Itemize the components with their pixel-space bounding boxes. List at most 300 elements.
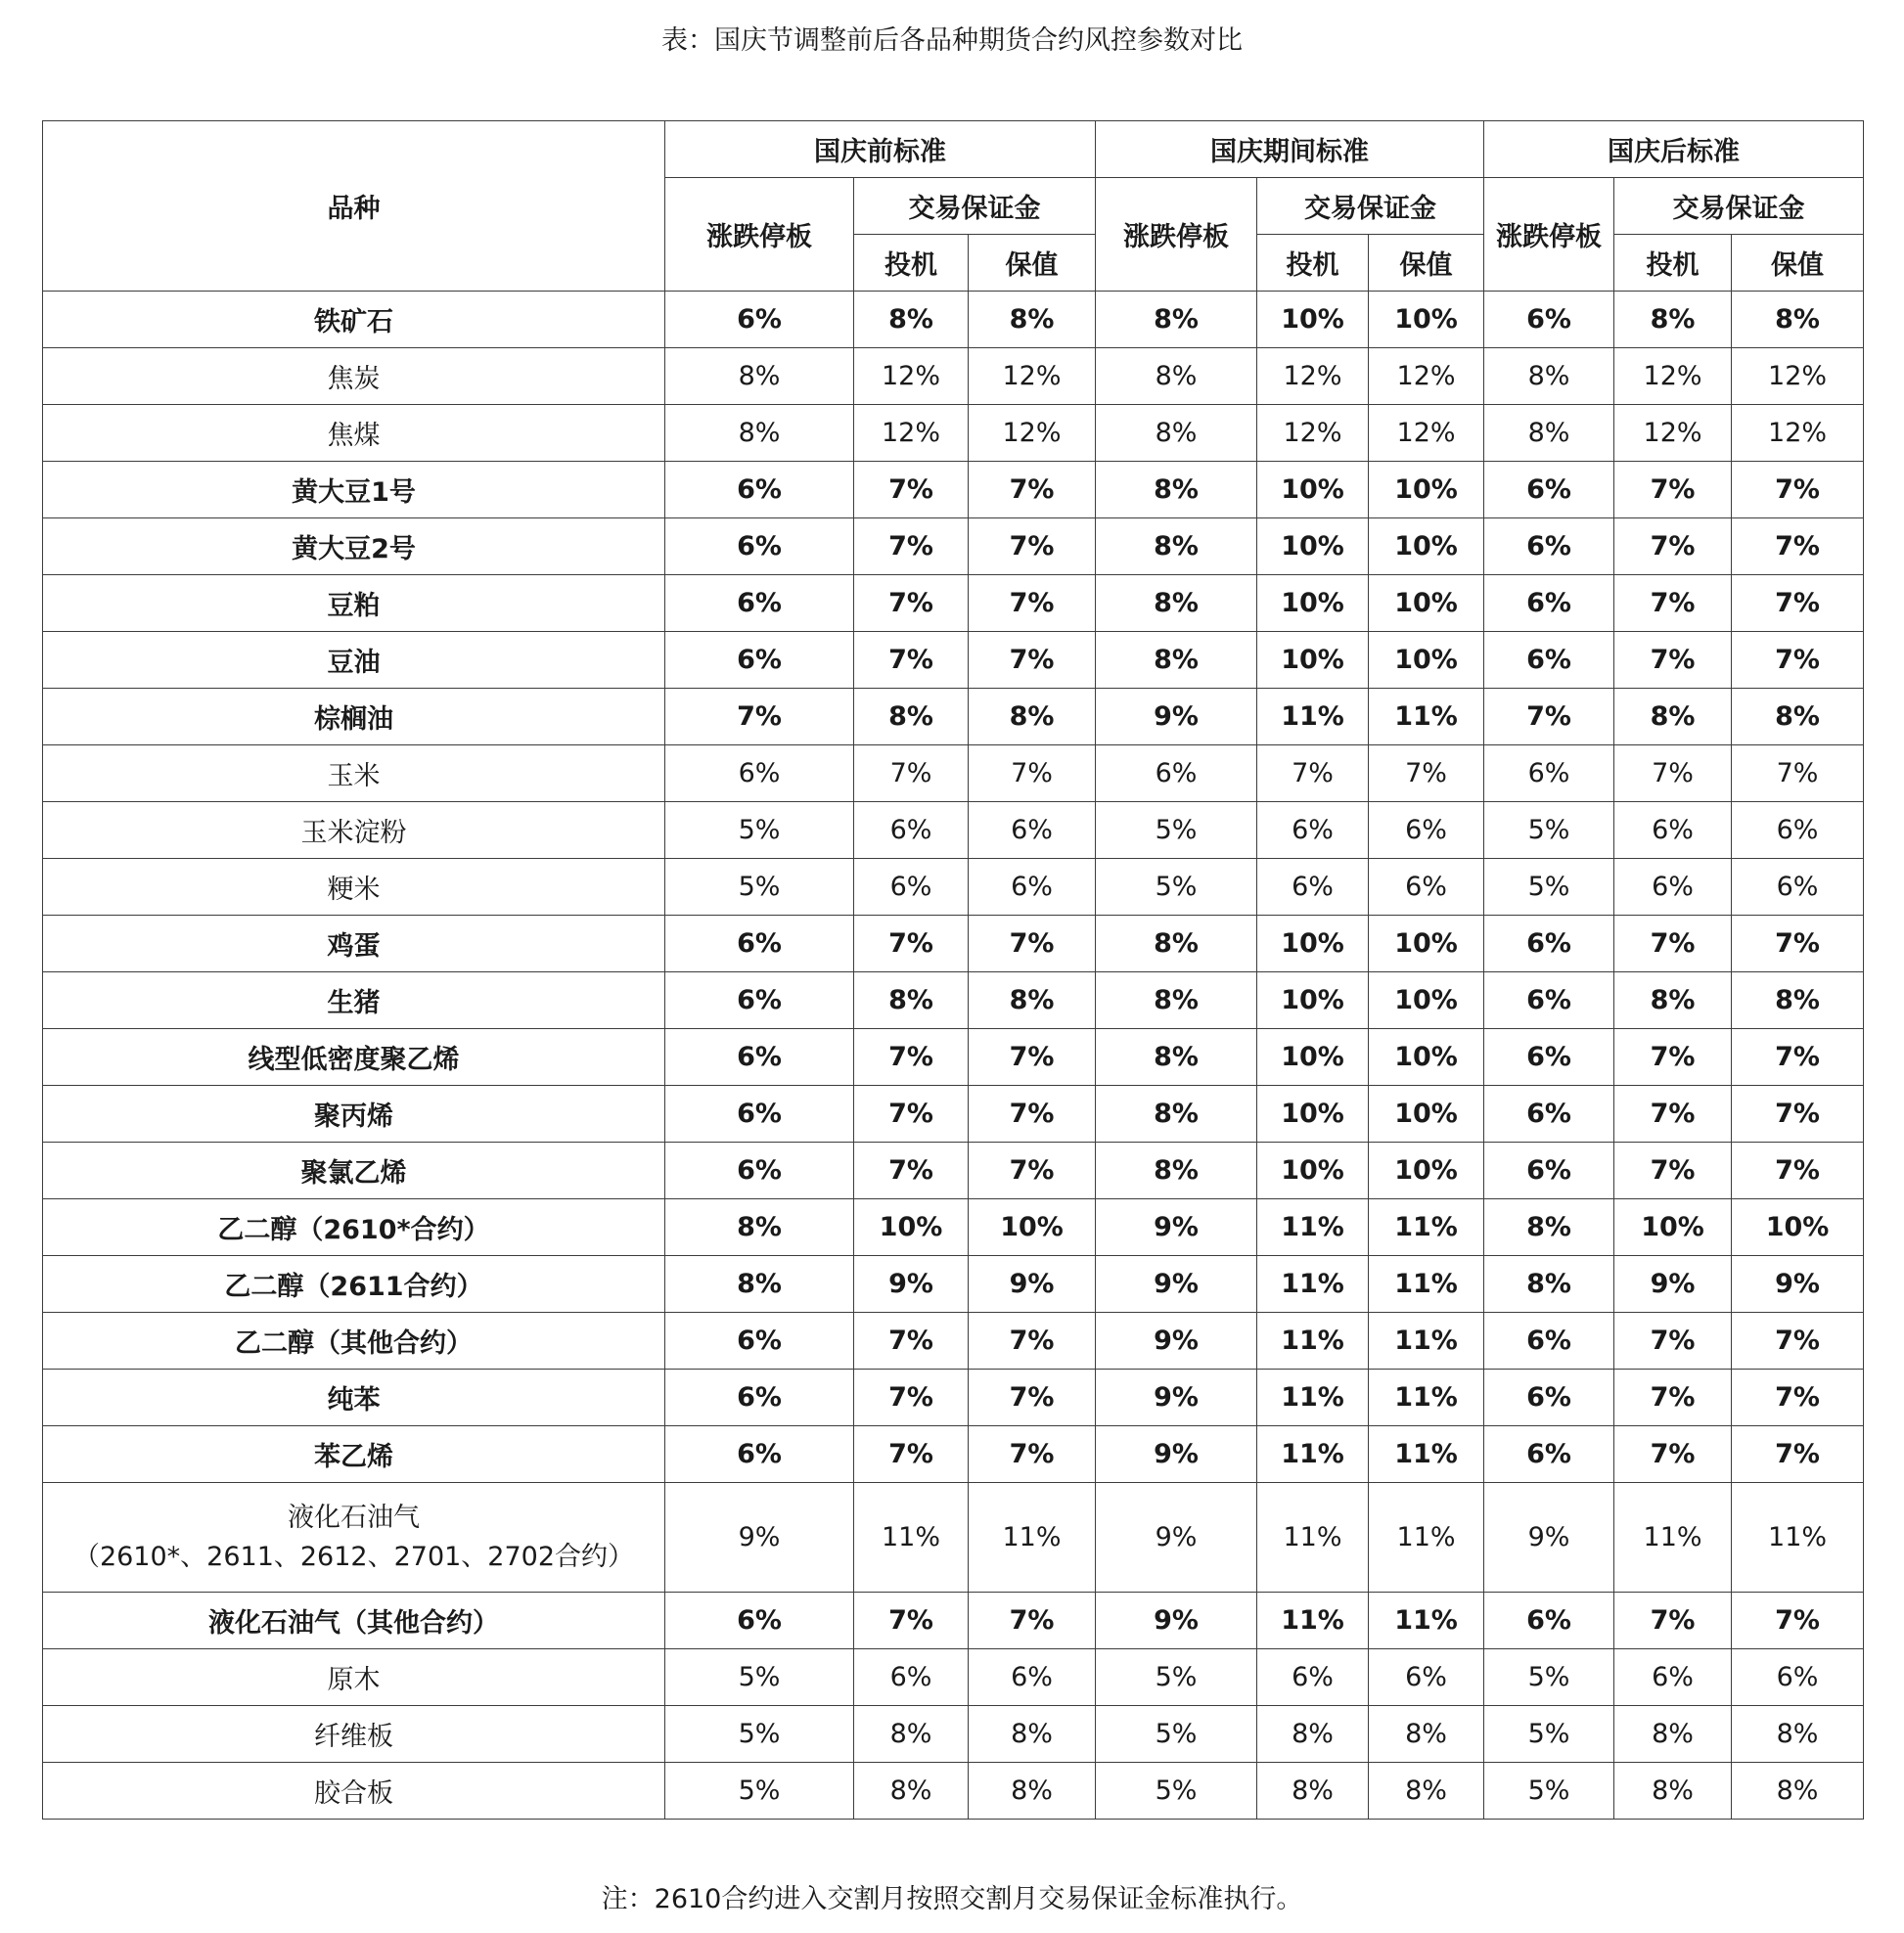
value-cell: 7% bbox=[1257, 745, 1369, 802]
value-cell: 6% bbox=[1257, 859, 1369, 916]
variety-name: 豆油 bbox=[327, 648, 381, 678]
value-cell: 8% bbox=[1484, 348, 1614, 405]
value-cell: 7% bbox=[854, 462, 969, 518]
value-cell: 8% bbox=[1614, 689, 1732, 745]
variety-name: 黄大豆1号 bbox=[292, 477, 416, 508]
value-cell: 7% bbox=[1614, 1313, 1732, 1370]
value-cell: 11% bbox=[1369, 1199, 1484, 1256]
value-cell: 5% bbox=[1096, 802, 1257, 859]
value-cell: 8% bbox=[1614, 1763, 1732, 1820]
value-cell: 8% bbox=[969, 689, 1096, 745]
value-cell: 8% bbox=[1732, 1763, 1864, 1820]
value-cell: 6% bbox=[969, 1649, 1096, 1706]
value-cell: 6% bbox=[665, 1029, 854, 1086]
value-cell: 7% bbox=[1732, 745, 1864, 802]
variety-name: 液化石油气（其他合约） bbox=[208, 1608, 499, 1639]
value-cell: 10% bbox=[1257, 972, 1369, 1029]
value-cell: 7% bbox=[854, 575, 969, 632]
value-cell: 9% bbox=[1096, 1426, 1257, 1483]
variety-name: 乙二醇（2610*合约） bbox=[217, 1215, 490, 1245]
value-cell: 12% bbox=[1614, 405, 1732, 462]
value-cell: 7% bbox=[1614, 462, 1732, 518]
variety-name: 豆粕 bbox=[327, 591, 381, 621]
value-cell: 7% bbox=[1614, 916, 1732, 972]
value-cell: 6% bbox=[665, 1143, 854, 1199]
value-cell: 10% bbox=[1257, 1086, 1369, 1143]
value-cell: 7% bbox=[1484, 689, 1614, 745]
value-cell: 6% bbox=[665, 1313, 854, 1370]
value-cell: 10% bbox=[1257, 292, 1369, 348]
variety-cell bbox=[43, 1763, 665, 1820]
table-row bbox=[43, 1199, 1864, 1256]
variety-cell bbox=[43, 518, 665, 575]
value-cell: 6% bbox=[854, 802, 969, 859]
header-hedge-during: 保值 bbox=[1369, 235, 1484, 292]
variety-name: 原木 bbox=[327, 1665, 381, 1695]
value-cell: 7% bbox=[1732, 916, 1864, 972]
value-cell: 12% bbox=[969, 348, 1096, 405]
table-row bbox=[43, 1593, 1864, 1649]
value-cell: 6% bbox=[665, 1593, 854, 1649]
table-row bbox=[43, 575, 1864, 632]
value-cell: 7% bbox=[854, 1426, 969, 1483]
value-cell: 6% bbox=[854, 1649, 969, 1706]
value-cell: 7% bbox=[1732, 462, 1864, 518]
value-cell: 7% bbox=[1732, 1593, 1864, 1649]
value-cell: 10% bbox=[1369, 632, 1484, 689]
value-cell: 11% bbox=[1257, 1256, 1369, 1313]
value-cell: 12% bbox=[1257, 405, 1369, 462]
value-cell: 6% bbox=[1732, 802, 1864, 859]
value-cell: 8% bbox=[1096, 292, 1257, 348]
risk-parameter-table bbox=[42, 120, 1864, 1820]
value-cell: 11% bbox=[1614, 1483, 1732, 1593]
value-cell: 11% bbox=[1369, 689, 1484, 745]
table-note: 注：2610合约进入交割月按照交割月交易保证金标准执行。 bbox=[601, 1884, 1303, 1914]
value-cell: 6% bbox=[1484, 916, 1614, 972]
value-cell: 8% bbox=[1732, 292, 1864, 348]
table-row bbox=[43, 1706, 1864, 1763]
table-row bbox=[43, 802, 1864, 859]
variety-name: 乙二醇（其他合约） bbox=[235, 1328, 473, 1359]
value-cell: 5% bbox=[1096, 1649, 1257, 1706]
value-cell: 8% bbox=[1096, 575, 1257, 632]
value-cell: 6% bbox=[1257, 1649, 1369, 1706]
variety-cell bbox=[43, 972, 665, 1029]
variety-cell bbox=[43, 575, 665, 632]
value-cell: 7% bbox=[854, 1370, 969, 1426]
value-cell: 10% bbox=[1257, 518, 1369, 575]
value-cell: 6% bbox=[665, 916, 854, 972]
value-cell: 8% bbox=[1096, 1143, 1257, 1199]
variety-name: 纯苯 bbox=[327, 1385, 381, 1416]
value-cell: 6% bbox=[665, 972, 854, 1029]
value-cell: 5% bbox=[1484, 859, 1614, 916]
value-cell: 6% bbox=[1484, 972, 1614, 1029]
variety-cell bbox=[43, 1706, 665, 1763]
table-row bbox=[43, 1370, 1864, 1426]
value-cell: 10% bbox=[1369, 518, 1484, 575]
value-cell: 8% bbox=[1096, 348, 1257, 405]
variety-name: 焦煤 bbox=[327, 421, 381, 451]
variety-name: 黄大豆2号 bbox=[292, 534, 416, 564]
value-cell: 7% bbox=[1614, 1086, 1732, 1143]
value-cell: 6% bbox=[1484, 1313, 1614, 1370]
value-cell: 6% bbox=[1484, 1370, 1614, 1426]
header-limit-before: 涨跌停板 bbox=[665, 178, 854, 292]
variety-cell bbox=[43, 1593, 665, 1649]
value-cell: 6% bbox=[665, 575, 854, 632]
value-cell: 6% bbox=[665, 518, 854, 575]
value-cell: 7% bbox=[969, 575, 1096, 632]
variety-cell bbox=[43, 1029, 665, 1086]
value-cell: 7% bbox=[1732, 1370, 1864, 1426]
value-cell: 6% bbox=[1369, 859, 1484, 916]
table-row bbox=[43, 1256, 1864, 1313]
table-row bbox=[43, 972, 1864, 1029]
value-cell: 11% bbox=[969, 1483, 1096, 1593]
variety-name: 乙二醇（2611合约） bbox=[224, 1272, 483, 1302]
value-cell: 9% bbox=[1096, 1593, 1257, 1649]
header-margin-during: 交易保证金 bbox=[1257, 178, 1484, 235]
value-cell: 11% bbox=[1369, 1370, 1484, 1426]
value-cell: 11% bbox=[1732, 1483, 1864, 1593]
value-cell: 12% bbox=[969, 405, 1096, 462]
variety-name: 铁矿石 bbox=[314, 307, 393, 337]
value-cell: 8% bbox=[1096, 632, 1257, 689]
value-cell: 8% bbox=[1614, 972, 1732, 1029]
variety-name: 玉米淀粉 bbox=[300, 818, 407, 848]
value-cell: 7% bbox=[969, 916, 1096, 972]
variety-cell bbox=[43, 1370, 665, 1426]
value-cell: 11% bbox=[1369, 1593, 1484, 1649]
value-cell: 11% bbox=[1257, 1313, 1369, 1370]
value-cell: 8% bbox=[1732, 689, 1864, 745]
value-cell: 10% bbox=[1257, 916, 1369, 972]
value-cell: 7% bbox=[1732, 1143, 1864, 1199]
value-cell: 5% bbox=[1096, 1763, 1257, 1820]
value-cell: 6% bbox=[1732, 1649, 1864, 1706]
header-variety: 品种 bbox=[43, 121, 665, 292]
value-cell: 6% bbox=[969, 802, 1096, 859]
value-cell: 5% bbox=[665, 1649, 854, 1706]
value-cell: 8% bbox=[1257, 1763, 1369, 1820]
variety-cell bbox=[43, 1086, 665, 1143]
value-cell: 8% bbox=[854, 1763, 969, 1820]
value-cell: 6% bbox=[665, 462, 854, 518]
header-hedge-before: 保值 bbox=[969, 235, 1096, 292]
value-cell: 9% bbox=[1096, 1256, 1257, 1313]
value-cell: 8% bbox=[1484, 1256, 1614, 1313]
value-cell: 10% bbox=[1369, 462, 1484, 518]
value-cell: 5% bbox=[665, 1763, 854, 1820]
value-cell: 7% bbox=[1732, 1426, 1864, 1483]
variety-cell bbox=[43, 916, 665, 972]
value-cell: 6% bbox=[1484, 462, 1614, 518]
variety-contracts: （2610*、2611、2612、2701、2702合约） bbox=[72, 1541, 635, 1572]
value-cell: 6% bbox=[1614, 859, 1732, 916]
value-cell: 7% bbox=[1614, 1593, 1732, 1649]
value-cell: 7% bbox=[1614, 575, 1732, 632]
header-group-during: 国庆期间标准 bbox=[1096, 121, 1484, 178]
value-cell: 9% bbox=[1096, 1199, 1257, 1256]
value-cell: 7% bbox=[969, 518, 1096, 575]
value-cell: 7% bbox=[969, 1370, 1096, 1426]
value-cell: 7% bbox=[854, 1143, 969, 1199]
value-cell: 6% bbox=[1614, 1649, 1732, 1706]
variety-cell bbox=[43, 1256, 665, 1313]
value-cell: 7% bbox=[969, 1426, 1096, 1483]
value-cell: 11% bbox=[1257, 1370, 1369, 1426]
value-cell: 8% bbox=[1096, 462, 1257, 518]
value-cell: 6% bbox=[854, 859, 969, 916]
value-cell: 8% bbox=[969, 1763, 1096, 1820]
header-margin-after: 交易保证金 bbox=[1614, 178, 1864, 235]
value-cell: 7% bbox=[1369, 745, 1484, 802]
value-cell: 7% bbox=[854, 1593, 969, 1649]
header-spec-after: 投机 bbox=[1614, 235, 1732, 292]
value-cell: 8% bbox=[854, 292, 969, 348]
value-cell: 9% bbox=[1614, 1256, 1732, 1313]
value-cell: 5% bbox=[665, 802, 854, 859]
value-cell: 11% bbox=[1369, 1313, 1484, 1370]
variety-cell bbox=[43, 1649, 665, 1706]
value-cell: 11% bbox=[1369, 1256, 1484, 1313]
table-header bbox=[43, 121, 1864, 292]
table-row bbox=[43, 859, 1864, 916]
value-cell: 8% bbox=[1096, 1029, 1257, 1086]
variety-cell bbox=[43, 1426, 665, 1483]
value-cell: 12% bbox=[1732, 348, 1864, 405]
value-cell: 8% bbox=[1096, 972, 1257, 1029]
value-cell: 11% bbox=[1369, 1483, 1484, 1593]
value-cell: 6% bbox=[1484, 1029, 1614, 1086]
value-cell: 6% bbox=[1096, 745, 1257, 802]
value-cell: 6% bbox=[969, 859, 1096, 916]
value-cell: 7% bbox=[1614, 632, 1732, 689]
table-row bbox=[43, 462, 1864, 518]
value-cell: 6% bbox=[1484, 1086, 1614, 1143]
value-cell: 7% bbox=[854, 1313, 969, 1370]
header-group-after: 国庆后标准 bbox=[1484, 121, 1864, 178]
table-row bbox=[43, 632, 1864, 689]
value-cell: 6% bbox=[665, 632, 854, 689]
value-cell: 8% bbox=[665, 1256, 854, 1313]
value-cell: 7% bbox=[1732, 632, 1864, 689]
value-cell: 10% bbox=[1732, 1199, 1864, 1256]
value-cell: 11% bbox=[1257, 1593, 1369, 1649]
value-cell: 6% bbox=[665, 745, 854, 802]
value-cell: 5% bbox=[665, 859, 854, 916]
value-cell: 7% bbox=[854, 1029, 969, 1086]
value-cell: 5% bbox=[1096, 1706, 1257, 1763]
value-cell: 10% bbox=[1257, 1143, 1369, 1199]
table-row bbox=[43, 405, 1864, 462]
value-cell: 7% bbox=[854, 916, 969, 972]
header-limit-after: 涨跌停板 bbox=[1484, 178, 1614, 292]
table-title: 表：国庆节调整前后各品种期货合约风控参数对比 bbox=[661, 25, 1243, 56]
value-cell: 9% bbox=[1484, 1483, 1614, 1593]
value-cell: 7% bbox=[1614, 1370, 1732, 1426]
value-cell: 10% bbox=[1369, 575, 1484, 632]
value-cell: 9% bbox=[1096, 689, 1257, 745]
value-cell: 9% bbox=[969, 1256, 1096, 1313]
variety-name: 鸡蛋 bbox=[327, 931, 381, 962]
variety-cell bbox=[43, 802, 665, 859]
value-cell: 8% bbox=[665, 405, 854, 462]
value-cell: 11% bbox=[1257, 1199, 1369, 1256]
value-cell: 7% bbox=[1614, 1426, 1732, 1483]
variety-cell bbox=[43, 348, 665, 405]
value-cell: 12% bbox=[1257, 348, 1369, 405]
value-cell: 7% bbox=[854, 632, 969, 689]
value-cell: 8% bbox=[1484, 1199, 1614, 1256]
table-row bbox=[43, 1483, 1864, 1593]
variety-name: 玉米 bbox=[327, 761, 381, 791]
value-cell: 11% bbox=[1257, 1426, 1369, 1483]
variety-name: 粳米 bbox=[327, 875, 381, 905]
variety-cell bbox=[43, 1199, 665, 1256]
value-cell: 7% bbox=[969, 745, 1096, 802]
table-row bbox=[43, 518, 1864, 575]
header-hedge-after: 保值 bbox=[1732, 235, 1864, 292]
value-cell: 5% bbox=[1484, 802, 1614, 859]
value-cell: 12% bbox=[1369, 405, 1484, 462]
value-cell: 8% bbox=[1484, 405, 1614, 462]
variety-name: 聚氯乙烯 bbox=[300, 1158, 407, 1189]
value-cell: 10% bbox=[1369, 972, 1484, 1029]
value-cell: 5% bbox=[665, 1706, 854, 1763]
value-cell: 8% bbox=[969, 292, 1096, 348]
value-cell: 8% bbox=[1732, 972, 1864, 1029]
variety-name: 纤维板 bbox=[314, 1722, 393, 1752]
value-cell: 7% bbox=[1732, 575, 1864, 632]
value-cell: 10% bbox=[1369, 292, 1484, 348]
value-cell: 8% bbox=[1096, 405, 1257, 462]
value-cell: 8% bbox=[1732, 1706, 1864, 1763]
value-cell: 9% bbox=[665, 1483, 854, 1593]
table-row bbox=[43, 1763, 1864, 1820]
value-cell: 10% bbox=[969, 1199, 1096, 1256]
header-group-before: 国庆前标准 bbox=[665, 121, 1096, 178]
value-cell: 6% bbox=[1369, 802, 1484, 859]
value-cell: 6% bbox=[1484, 745, 1614, 802]
header-limit-during: 涨跌停板 bbox=[1096, 178, 1257, 292]
table-row bbox=[43, 292, 1864, 348]
variety-name: 聚丙烯 bbox=[314, 1101, 393, 1132]
variety-cell bbox=[43, 745, 665, 802]
value-cell: 6% bbox=[1484, 1593, 1614, 1649]
table-row bbox=[43, 1029, 1864, 1086]
value-cell: 7% bbox=[854, 518, 969, 575]
value-cell: 10% bbox=[1257, 632, 1369, 689]
value-cell: 8% bbox=[854, 972, 969, 1029]
value-cell: 11% bbox=[854, 1483, 969, 1593]
value-cell: 8% bbox=[969, 1706, 1096, 1763]
value-cell: 7% bbox=[1732, 518, 1864, 575]
value-cell: 7% bbox=[1614, 745, 1732, 802]
value-cell: 6% bbox=[1484, 632, 1614, 689]
value-cell: 8% bbox=[665, 348, 854, 405]
value-cell: 6% bbox=[1484, 518, 1614, 575]
variety-cell bbox=[43, 689, 665, 745]
value-cell: 9% bbox=[1096, 1483, 1257, 1593]
value-cell: 8% bbox=[1096, 916, 1257, 972]
value-cell: 9% bbox=[1096, 1370, 1257, 1426]
table-row bbox=[43, 689, 1864, 745]
variety-cell bbox=[43, 462, 665, 518]
value-cell: 7% bbox=[1732, 1086, 1864, 1143]
value-cell: 10% bbox=[1369, 1029, 1484, 1086]
value-cell: 9% bbox=[1732, 1256, 1864, 1313]
value-cell: 7% bbox=[1614, 518, 1732, 575]
variety-name: 棕榈油 bbox=[314, 704, 393, 735]
value-cell: 6% bbox=[665, 1370, 854, 1426]
value-cell: 6% bbox=[665, 1426, 854, 1483]
value-cell: 7% bbox=[969, 632, 1096, 689]
table-body bbox=[43, 292, 1864, 1820]
table-row bbox=[43, 1426, 1864, 1483]
value-cell: 8% bbox=[1369, 1706, 1484, 1763]
value-cell: 10% bbox=[1369, 916, 1484, 972]
value-cell: 7% bbox=[665, 689, 854, 745]
table-row bbox=[43, 348, 1864, 405]
value-cell: 10% bbox=[1369, 1143, 1484, 1199]
value-cell: 6% bbox=[1484, 575, 1614, 632]
value-cell: 6% bbox=[1484, 1426, 1614, 1483]
value-cell: 10% bbox=[1257, 462, 1369, 518]
header-margin-before: 交易保证金 bbox=[854, 178, 1096, 235]
value-cell: 10% bbox=[1369, 1086, 1484, 1143]
value-cell: 11% bbox=[1257, 689, 1369, 745]
value-cell: 7% bbox=[1732, 1029, 1864, 1086]
value-cell: 6% bbox=[1257, 802, 1369, 859]
header-spec-during: 投机 bbox=[1257, 235, 1369, 292]
value-cell: 7% bbox=[969, 462, 1096, 518]
value-cell: 8% bbox=[854, 1706, 969, 1763]
variety-name: 焦炭 bbox=[327, 364, 381, 394]
value-cell: 7% bbox=[969, 1143, 1096, 1199]
value-cell: 7% bbox=[1614, 1143, 1732, 1199]
table-row bbox=[43, 1143, 1864, 1199]
variety-cell bbox=[43, 292, 665, 348]
variety-cell bbox=[43, 405, 665, 462]
value-cell: 8% bbox=[1096, 1086, 1257, 1143]
value-cell: 7% bbox=[854, 1086, 969, 1143]
value-cell: 8% bbox=[1257, 1706, 1369, 1763]
value-cell: 8% bbox=[969, 972, 1096, 1029]
value-cell: 8% bbox=[665, 1199, 854, 1256]
value-cell: 6% bbox=[1732, 859, 1864, 916]
value-cell: 10% bbox=[1257, 1029, 1369, 1086]
variety-name: 线型低密度聚乙烯 bbox=[248, 1045, 460, 1075]
value-cell: 12% bbox=[1369, 348, 1484, 405]
value-cell: 11% bbox=[1369, 1426, 1484, 1483]
value-cell: 8% bbox=[1614, 292, 1732, 348]
value-cell: 12% bbox=[1732, 405, 1864, 462]
value-cell: 7% bbox=[1732, 1313, 1864, 1370]
value-cell: 6% bbox=[1614, 802, 1732, 859]
table-row bbox=[43, 916, 1864, 972]
value-cell: 10% bbox=[1614, 1199, 1732, 1256]
value-cell: 6% bbox=[1369, 1649, 1484, 1706]
value-cell: 7% bbox=[1614, 1029, 1732, 1086]
variety-cell bbox=[43, 632, 665, 689]
value-cell: 8% bbox=[1614, 1706, 1732, 1763]
value-cell: 6% bbox=[1484, 1143, 1614, 1199]
variety-name: 生猪 bbox=[327, 988, 381, 1018]
variety-cell bbox=[43, 1313, 665, 1370]
